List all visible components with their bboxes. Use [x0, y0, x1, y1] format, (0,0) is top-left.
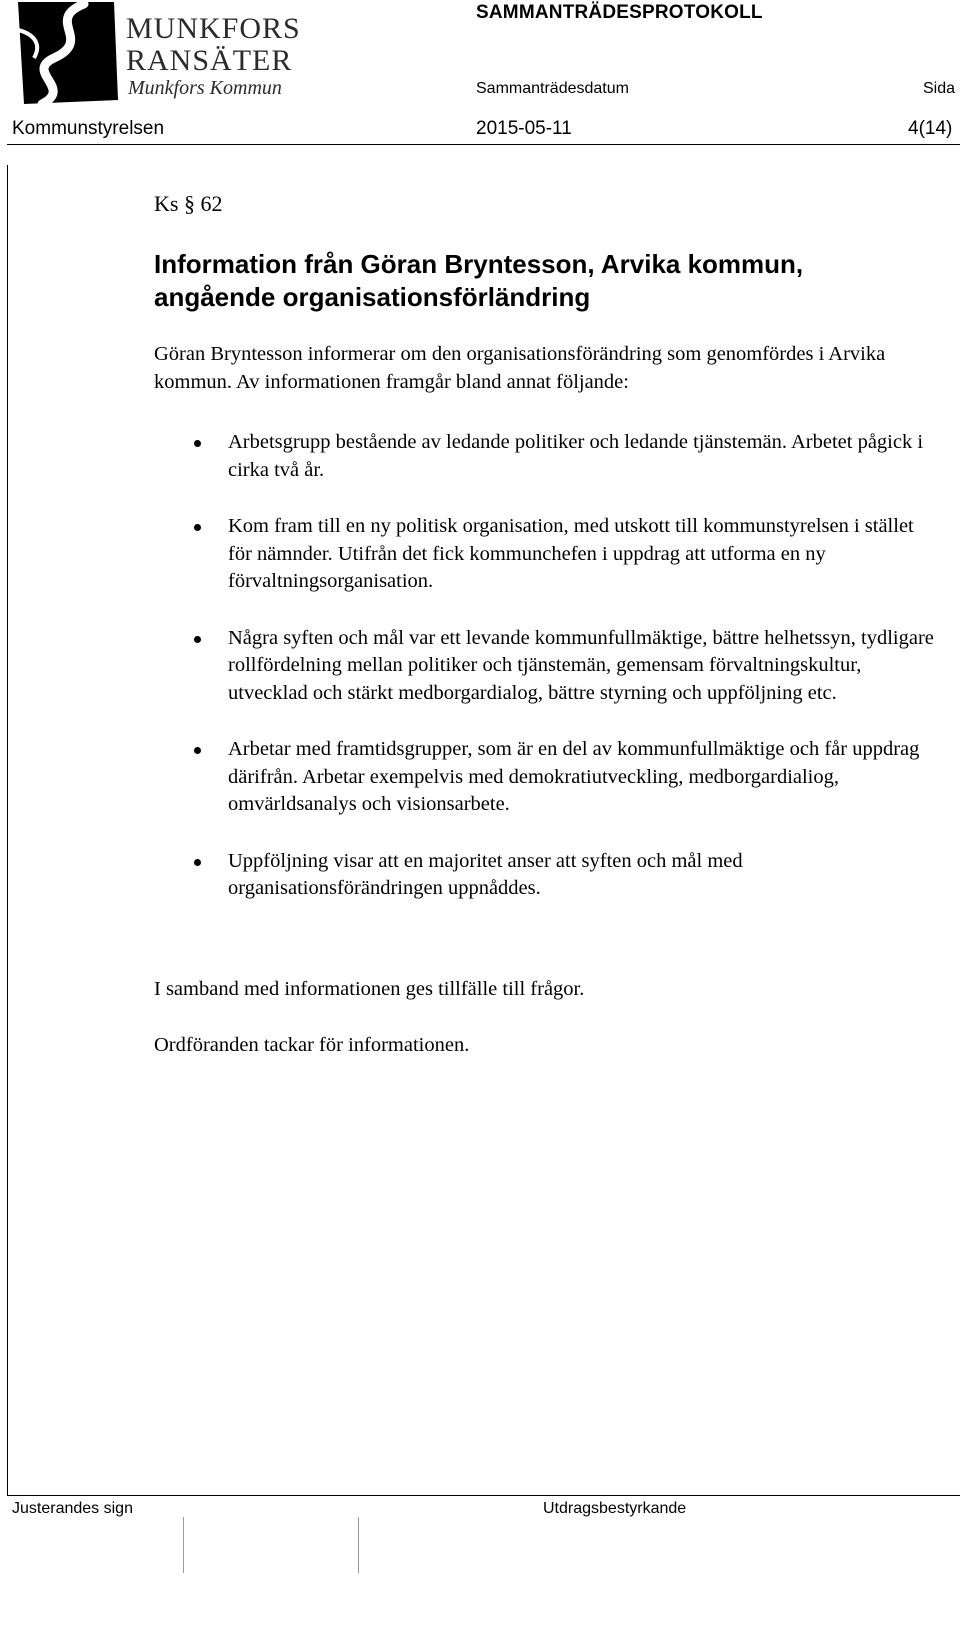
logo-line-2: RANSÄTER [126, 44, 293, 77]
signature-box-divider [183, 1517, 184, 1573]
footer-extract-label: Utdragsbestyrkande [543, 1500, 687, 1517]
page-number: 4(14) [908, 118, 953, 139]
bullet-icon [194, 524, 201, 531]
municipality-logo [14, 0, 304, 110]
intro-paragraph: Göran Bryntesson informerar om den organisationsförändring som genomfördes i Arvika kommun. Av informationen framgår bland annat följande: [154, 343, 886, 393]
logo-line-3: Munkfors Kommun [128, 77, 282, 99]
footer-divider [7, 1495, 960, 1496]
page-label: Sida [923, 80, 956, 97]
list-item: Kom fram till en ny politisk organisation, med utskott till kommunstyrelsen i stället för nämnder. Utifrån det fick kommunchefen i uppdrag att utforma en ny förvaltningsorganisation. [154, 513, 934, 596]
list-item: Några syften och mål var ett levande kommunfullmäktige, bättre helhetssyn, tydligare rollfördelning mellan politiker och tjänstemän, gemensam förvaltningskultur, utvecklad och stärkt medborgardialog, bättre styrning och uppföljning etc. [154, 625, 934, 708]
list-item: Arbetsgrupp bestående av ledande politiker och ledande tjänstemän. Arbetet pågick i cirka två år. [154, 429, 934, 484]
closing-paragraph-thanks: Ordföranden tackar för informationen. [154, 1034, 470, 1056]
bullet-icon [194, 636, 201, 643]
paragraph-reference: Ks § 62 [154, 191, 223, 216]
bullet-icon [194, 747, 201, 754]
list-item: Arbetar med framtidsgrupper, som är en del av kommunfullmäktige och får uppdrag därifrån. Arbetar exempelvis med demokratiutveckling, medborgardialiog, omvärldsanalys och visionsarbete. [154, 736, 934, 819]
left-margin-rule [7, 165, 8, 1495]
list-item: Uppföljning visar att en majoritet anser att syften och mål med organisationsförändringen uppnåddes. [154, 848, 934, 903]
footer-sign-label: Justerandes sign [12, 1500, 133, 1517]
document-type: SAMMANTRÄDESPROTOKOLL [476, 2, 763, 23]
signature-box-divider [358, 1517, 359, 1573]
meeting-date-label: Sammanträdesdatum [476, 80, 629, 97]
closing-paragraph-questions: I samband med informationen ges tillfälle till frågor. [154, 978, 585, 1000]
meeting-date: 2015-05-11 [476, 118, 572, 139]
logo-line-1: MUNKFORS [126, 12, 301, 45]
bullet-icon [194, 859, 201, 866]
information-list [154, 429, 934, 932]
bullet-icon [194, 440, 201, 447]
header-divider [7, 144, 960, 145]
body-name: Kommunstyrelsen [12, 118, 165, 139]
section-title: Information från Göran Bryntesson, Arvika kommun, angående organisationsförländring [154, 249, 804, 312]
